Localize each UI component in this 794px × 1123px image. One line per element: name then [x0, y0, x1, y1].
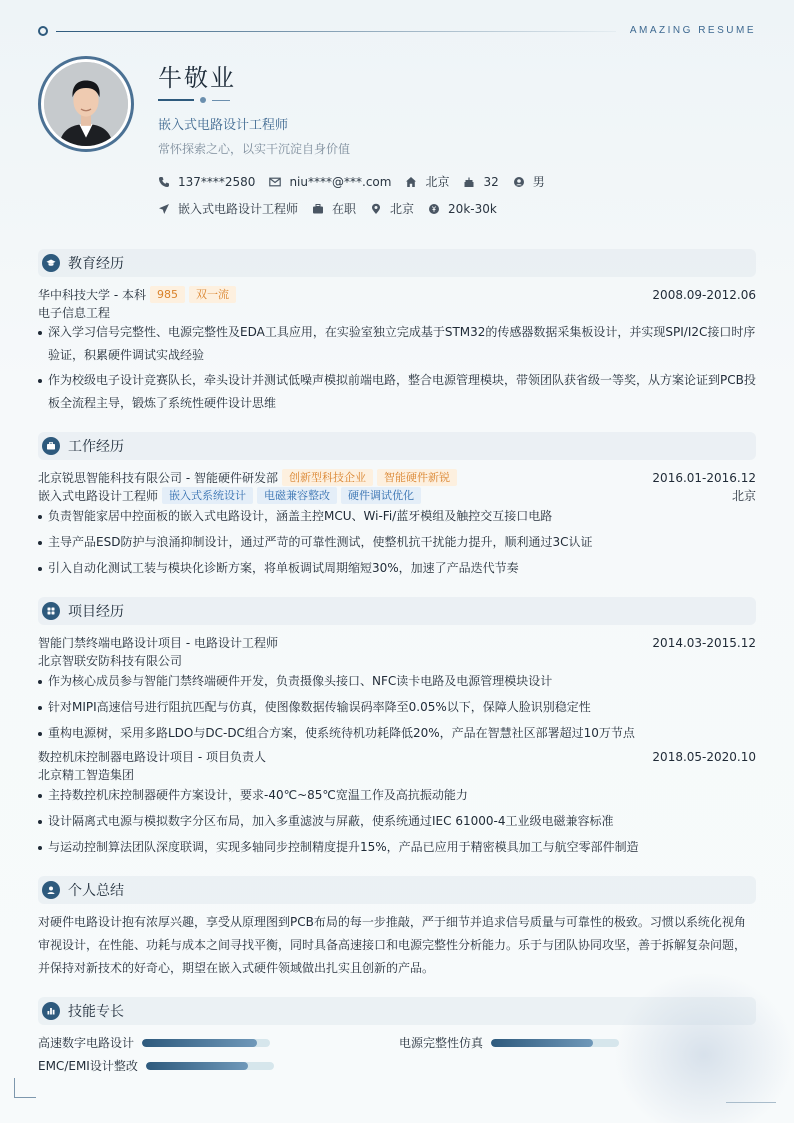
- tag: 双一流: [189, 286, 236, 303]
- user-icon: [42, 881, 60, 899]
- skill-label: EMC/EMI设计整改: [38, 1059, 138, 1073]
- section-title: 工作经历: [68, 439, 124, 455]
- work-date: 2016.01-2016.12: [652, 470, 756, 485]
- summary-section-header: [38, 876, 756, 904]
- briefcase-icon: [42, 437, 60, 455]
- list-item: 引入自动化测试工装与模块化诊断方案，将单板调试周期缩短30%，加速了产品迭代节奏: [38, 557, 756, 580]
- status-info: 在职: [312, 200, 356, 217]
- gender-icon: [513, 176, 525, 188]
- person-portrait-icon: [44, 62, 128, 146]
- section-title: 教育经历: [68, 256, 124, 272]
- phone-info: 137****2580: [158, 175, 255, 189]
- skill-bar-fill: [142, 1039, 257, 1047]
- candidate-name: 牛敬业: [158, 64, 236, 92]
- gender-info: 男: [513, 173, 545, 190]
- project-date: 2018.05-2020.10: [652, 749, 756, 764]
- background-decoration: [614, 972, 794, 1123]
- salary-info: 20k-30k: [428, 202, 497, 216]
- bar-chart-icon: [42, 1002, 60, 1020]
- skill-bar: [491, 1039, 619, 1047]
- project-org: 北京智联安防科技有限公司: [38, 654, 183, 668]
- skill-label: 高速数字电路设计: [38, 1036, 135, 1050]
- avatar-photo: [44, 62, 128, 146]
- motto: 常怀探索之心，以实干沉淀自身价值: [158, 142, 351, 156]
- list-item: 负责智能家居中控面板的嵌入式电路设计，涵盖主控MCU、Wi-Fi/蓝牙模组及触控交互接口电路: [38, 505, 756, 528]
- job-intent-row: [158, 200, 511, 217]
- grid-icon: [42, 602, 60, 620]
- corner-decoration: [14, 1078, 36, 1098]
- skill-item: [38, 1034, 270, 1051]
- job-title: 嵌入式电路设计工程师: [158, 118, 289, 133]
- education-section-header: [38, 249, 756, 277]
- tag: 硬件调试优化: [341, 487, 421, 504]
- tag: 智能硬件新锐: [377, 469, 457, 486]
- work-location: 北京: [731, 489, 756, 503]
- money-icon: [428, 203, 440, 215]
- role-name: 嵌入式电路设计工程师: [38, 489, 159, 503]
- skill-bar-fill: [491, 1039, 593, 1047]
- briefcase-icon: [312, 203, 324, 215]
- list-item: 针对MIPI高速信号进行阻抗匹配与仿真，使图像数据传输误码率降至0.05%以下，保障人脸识别稳定性: [38, 696, 756, 719]
- project-org: 北京精工智造集团: [38, 768, 135, 782]
- project-title-row: [38, 748, 756, 765]
- major: 电子信息工程: [38, 306, 111, 320]
- project-date: 2014.03-2015.12: [652, 635, 756, 650]
- skill-item: [38, 1057, 274, 1074]
- projects-section-header: [38, 597, 756, 625]
- list-item: 与运动控制算法团队深度联调，实现多轴同步控制精度提升15%，产品已应用于精密模具加工与航空零部件制造: [38, 836, 756, 859]
- project-title: 智能门禁终端电路设计项目 - 电路设计工程师: [38, 636, 278, 650]
- tag: 985: [150, 286, 185, 303]
- mail-icon: [269, 176, 281, 188]
- skill-bar: [142, 1039, 270, 1047]
- cake-icon: [463, 176, 475, 188]
- role-row: [38, 487, 756, 504]
- brand-label: AMAZING RESUME: [629, 25, 756, 36]
- name-underline-decoration: [158, 96, 238, 104]
- city-info: 北京: [405, 173, 449, 190]
- school-name: 华中科技大学 - 本科: [38, 288, 146, 302]
- project-org-row: [38, 652, 756, 669]
- skill-bar: [146, 1062, 274, 1070]
- skill-item: [399, 1034, 619, 1051]
- section-title: 技能专长: [68, 1004, 124, 1020]
- age-info: 32: [463, 175, 498, 189]
- education-row: [38, 286, 756, 303]
- project-title: 数控机床控制器电路设计项目 - 项目负责人: [38, 750, 266, 764]
- top-circle-decoration: [38, 26, 48, 36]
- list-item: 作为核心成员参与智能门禁终端硬件开发，负责摄像头接口、NFC读卡电路及电源管理模块设计: [38, 670, 756, 693]
- skill-bar-fill: [146, 1062, 248, 1070]
- company-name: 北京锐思智能科技有限公司 - 智能硬件研发部: [38, 471, 278, 485]
- list-item: 主导产品ESD防护与浪涌抑制设计，通过严苛的可靠性测试，使整机抗干扰能力提升，顺利通过3C认证: [38, 531, 756, 554]
- project-title-row: [38, 634, 756, 651]
- company-row: [38, 469, 756, 486]
- contact-row: [158, 173, 559, 190]
- list-item: 设计隔离式电源与模拟数字分区布局，加入多重滤波与屏蔽，使系统通过IEC 61000-4工业级电磁兼容标准: [38, 810, 756, 833]
- skill-label: 电源完整性仿真: [399, 1036, 484, 1050]
- corner-decoration: [726, 1102, 776, 1103]
- pin-icon: [370, 203, 382, 215]
- project-org-row: [38, 766, 756, 783]
- top-line-decoration: [56, 31, 616, 32]
- home-icon: [405, 176, 417, 188]
- list-item: 主持数控机床控制器硬件方案设计，要求-40℃~85℃宽温工作及高抗振动能力: [38, 784, 756, 807]
- tag: 电磁兼容整改: [257, 487, 337, 504]
- education-date: 2008.09-2012.06: [652, 287, 756, 302]
- section-title: 个人总结: [68, 883, 124, 899]
- tag: 嵌入式系统设计: [162, 487, 253, 504]
- work-section-header: [38, 432, 756, 460]
- list-item: 深入学习信号完整性、电源完整性及EDA工具应用，在实验室独立完成基于STM32的传感器数据采集板设计，并实现SPI/I2C接口时序验证，积累硬件调试实战经验: [38, 321, 756, 367]
- phone-icon: [158, 176, 170, 188]
- email-info: niu****@***.com: [269, 175, 391, 189]
- target-city-info: 北京: [370, 200, 414, 217]
- major-row: [38, 304, 756, 321]
- graduation-cap-icon: [42, 254, 60, 272]
- list-item: 重构电源树，采用多路LDO与DC-DC组合方案，使系统待机功耗降低20%，产品在智慧社区部署超过10万节点: [38, 722, 756, 745]
- tag: 创新型科技企业: [282, 469, 373, 486]
- avatar: [38, 56, 134, 152]
- target-job-info: 嵌入式电路设计工程师: [158, 200, 298, 217]
- list-item: 作为校级电子设计竞赛队长，牵头设计并测试低噪声模拟前端电路，整合电源管理模块，带领团队获省级一等奖，从方案论证到PCB投板全流程主导，锻炼了系统性硬件设计思维: [38, 369, 756, 415]
- summary-text: 对硬件电路设计抱有浓厚兴趣，享受从原理图到PCB布局的每一步推敲，严于细节并追求信号质量与可靠性的极致。习惯以系统化视角审视设计，在性能、功耗与成本之间寻找平衡，同时具备高速接口和电源完整性分析能力。乐于与团队协同攻坚，善于拆解复杂问题，并保持对新技术的好奇心，期望在嵌入式硬件领域做出扎实且创新的产品。: [38, 915, 747, 975]
- section-title: 项目经历: [68, 604, 124, 620]
- send-icon: [158, 203, 170, 215]
